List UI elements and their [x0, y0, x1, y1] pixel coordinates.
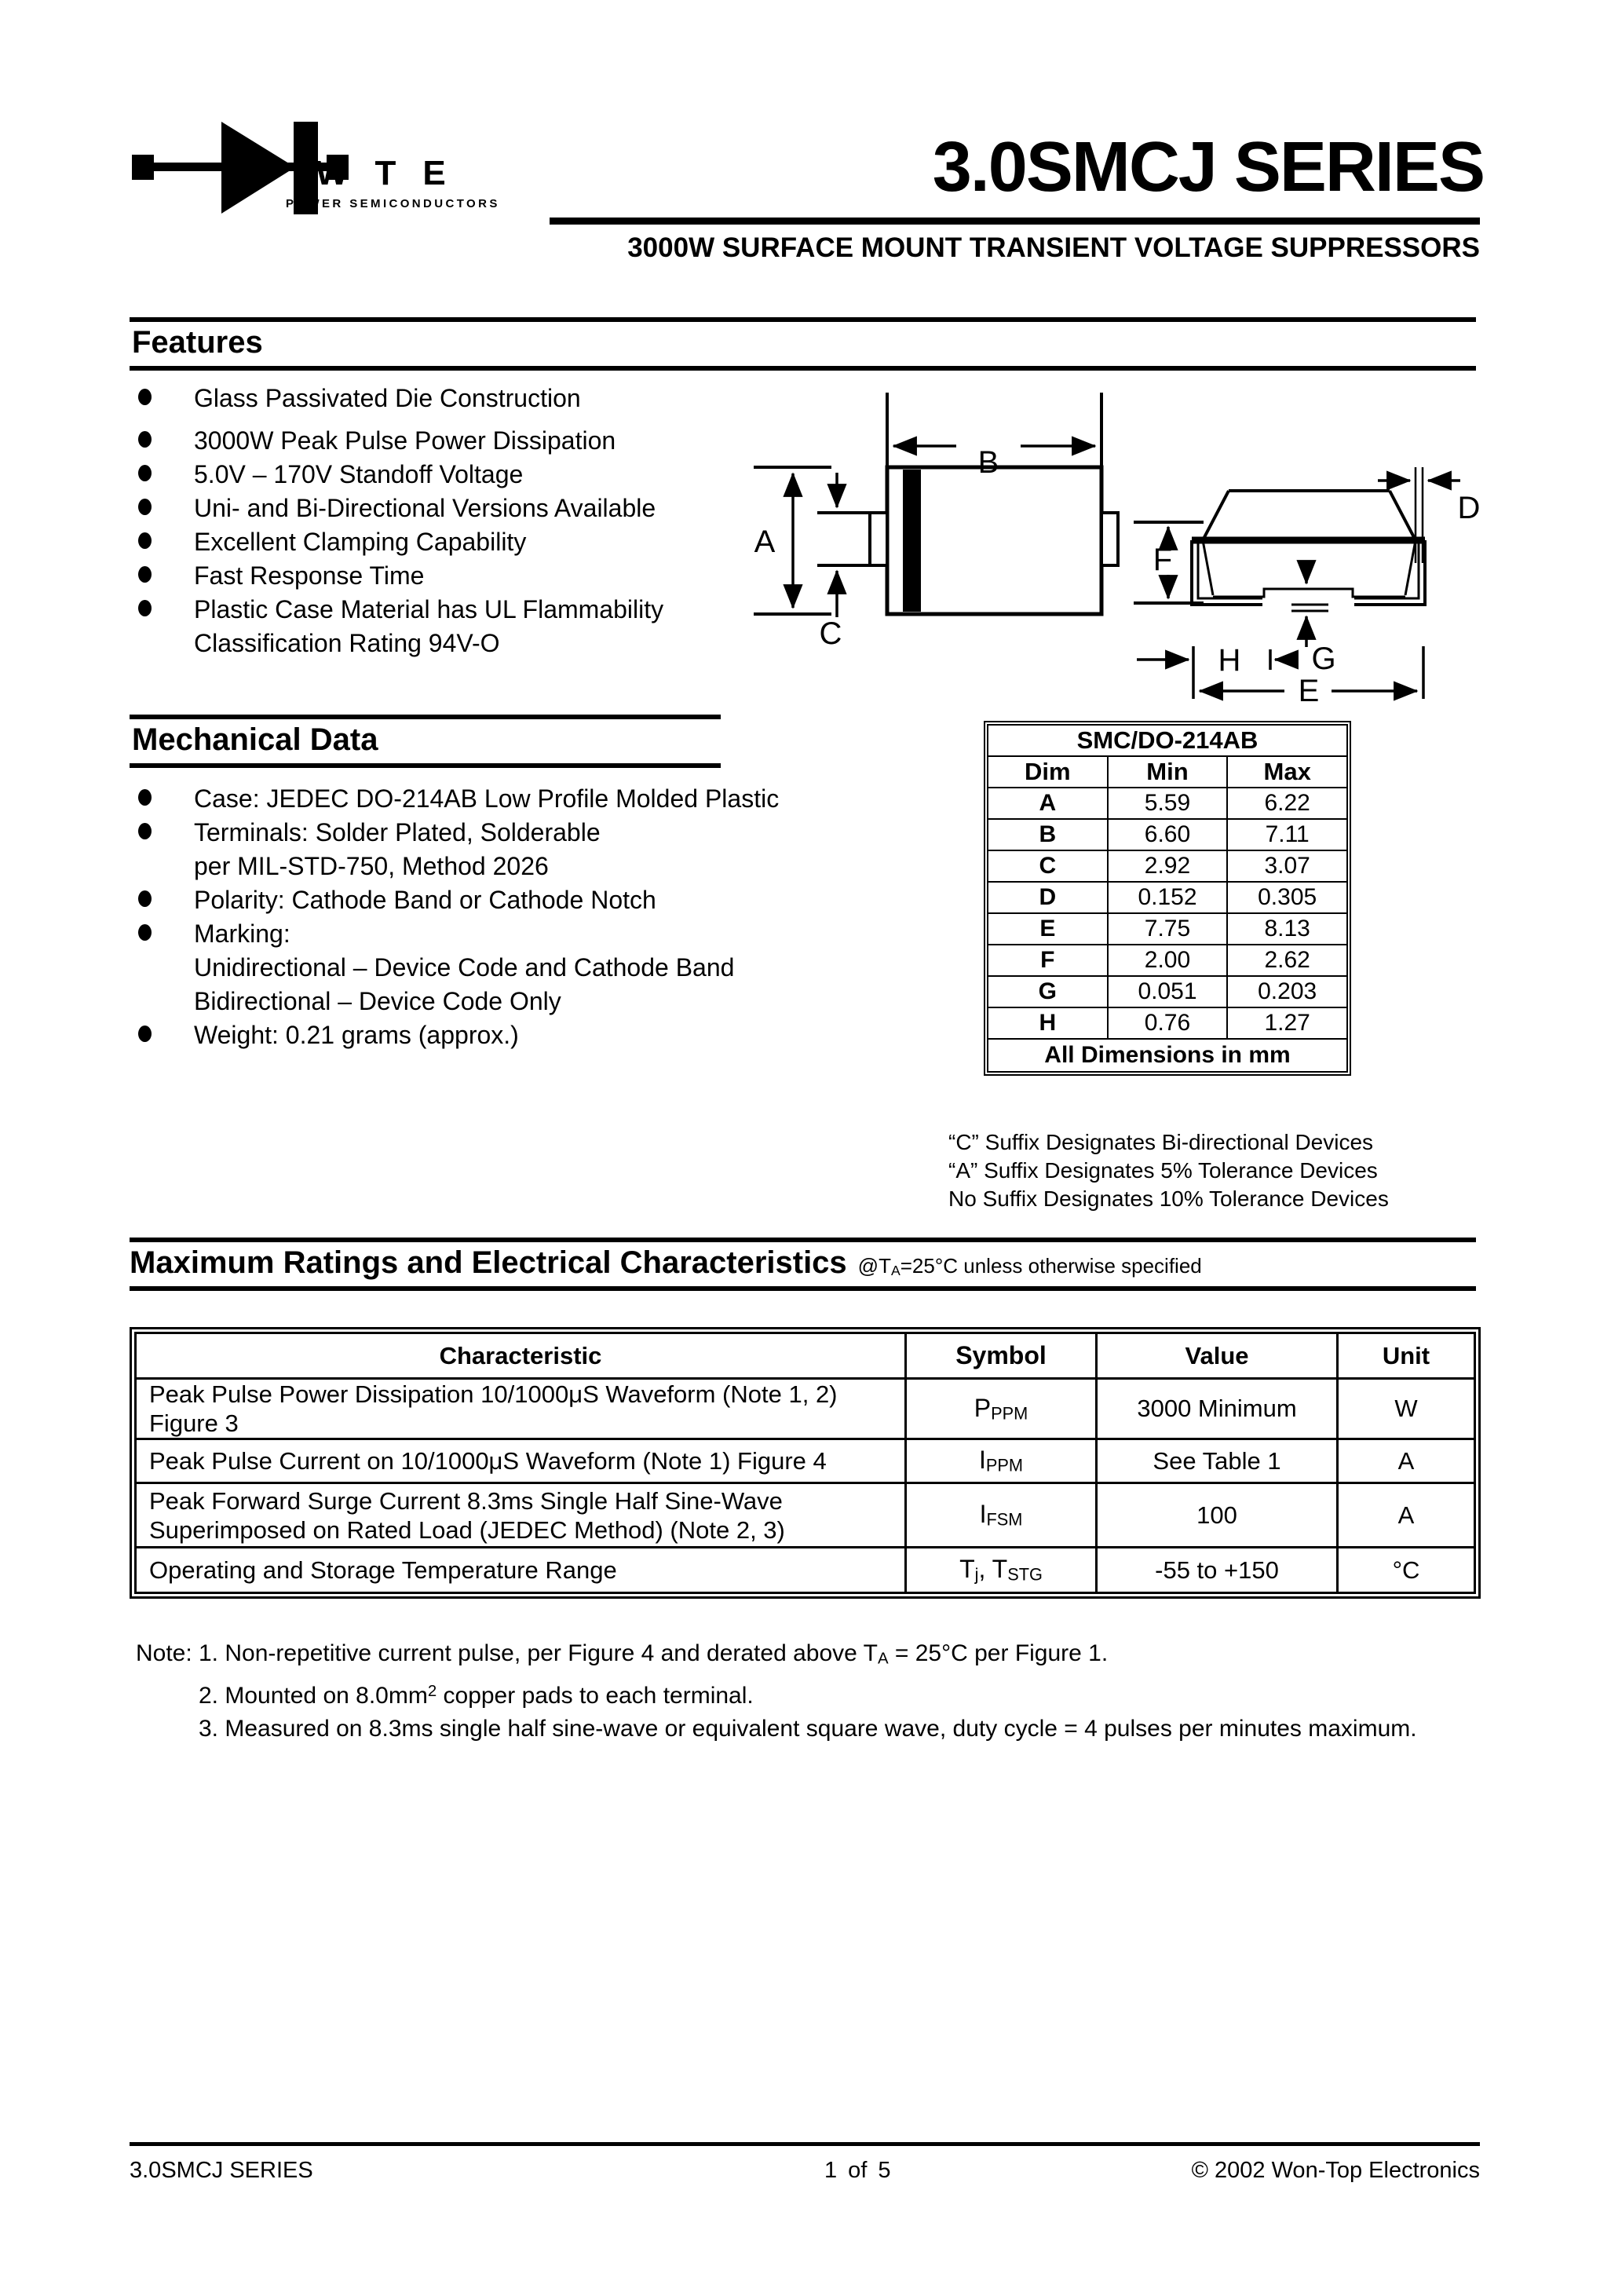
dimension-max: 0.305 — [1227, 882, 1347, 913]
dimension-min: 6.60 — [1108, 819, 1228, 850]
list-item — [130, 782, 779, 816]
text-segment: 2. Mounted on 8.0mm — [199, 1683, 428, 1709]
col-header-dim: Dim — [988, 756, 1108, 788]
list-item — [130, 627, 663, 660]
text-segment: PPM — [985, 1455, 1024, 1475]
list-item — [130, 458, 663, 492]
list-item — [130, 382, 663, 415]
list-item — [130, 917, 779, 951]
mechanical-heading: Mechanical Data — [132, 722, 378, 757]
text-segment: P — [974, 1393, 992, 1422]
dim-label-g: G — [1311, 642, 1336, 676]
cathode-band — [903, 470, 921, 612]
dimension-name: B — [988, 819, 1108, 850]
dimension-min: 2.92 — [1108, 850, 1228, 882]
list-item — [130, 816, 779, 850]
characteristic-line: Peak Pulse Current on 10/1000μS Waveform (Note 1) Figure 4 — [149, 1447, 827, 1475]
ratings-bottom-divider — [130, 1286, 1476, 1291]
note-line — [136, 1637, 1417, 1675]
bullet-icon — [138, 600, 152, 616]
dimension-max: 2.62 — [1227, 945, 1347, 976]
text-segment: PPM — [991, 1403, 1028, 1424]
features-heading: Features — [132, 325, 263, 360]
rating-row — [136, 1439, 1475, 1483]
dim-label-e: E — [1298, 674, 1320, 707]
dimension-max: 1.27 — [1227, 1007, 1347, 1039]
bullet-icon — [138, 431, 152, 448]
text-segment: =25°C unless otherwise specified — [900, 1254, 1202, 1278]
package-side-view — [1192, 491, 1425, 605]
suffix-note-line: “A” Suffix Designates 5% Tolerance Devices — [948, 1158, 1378, 1183]
mechanical-bottom-divider — [130, 763, 721, 768]
ratings-condition — [858, 1254, 1202, 1279]
dimension-row — [988, 882, 1347, 913]
footer-copyright: © 2002 Won-Top Electronics — [1191, 2158, 1480, 2183]
rating-unit: °C — [1338, 1548, 1475, 1593]
rating-characteristic — [136, 1483, 906, 1548]
rating-symbol — [906, 1548, 1097, 1593]
text-segment: @T — [857, 1254, 891, 1278]
dimension-name: F — [988, 945, 1108, 976]
dim-label-f: F — [1153, 543, 1173, 577]
features-list — [130, 382, 663, 660]
rating-characteristic — [136, 1439, 906, 1483]
ratings-table — [130, 1327, 1481, 1599]
rating-unit: W — [1338, 1379, 1475, 1439]
note-label: Note: — [136, 1640, 192, 1666]
rating-unit: A — [1338, 1483, 1475, 1548]
dimension-min: 0.051 — [1108, 976, 1228, 1007]
dimension-max: 6.22 — [1227, 788, 1347, 819]
list-item-text: Unidirectional – Device Code and Cathode Band — [194, 953, 735, 982]
footer-page-number: 1 of 5 — [824, 2158, 891, 2183]
dimension-max: 7.11 — [1227, 819, 1347, 850]
dimension-max: 8.13 — [1227, 913, 1347, 945]
list-item-text: Bidirectional – Device Code Only — [194, 987, 561, 1015]
list-item-text: 5.0V – 170V Standoff Voltage — [194, 460, 524, 488]
text-segment: I — [978, 1446, 986, 1475]
rating-value: 3000 Minimum — [1097, 1379, 1338, 1439]
list-item-text: Glass Passivated Die Construction — [194, 384, 581, 412]
bullet-icon — [138, 823, 152, 839]
dimension-row — [988, 976, 1347, 1007]
text-segment: 2 — [427, 1683, 437, 1701]
bullet-icon — [138, 389, 152, 405]
rating-characteristic — [136, 1548, 906, 1593]
features-bottom-divider — [130, 366, 1476, 371]
dimension-name: H — [988, 1007, 1108, 1039]
bullet-icon — [138, 1026, 152, 1042]
suffix-note-line: “C” Suffix Designates Bi-directional Devices — [948, 1130, 1374, 1154]
col-header-min: Min — [1108, 756, 1228, 788]
list-item-text: Excellent Clamping Capability — [194, 528, 527, 556]
characteristic-line: Operating and Storage Temperature Range — [149, 1556, 617, 1584]
list-item-text: per MIL-STD-750, Method 2026 — [194, 852, 549, 880]
footer-divider — [130, 2142, 1480, 2146]
dimensions-table-title: SMC/DO-214AB — [988, 725, 1347, 756]
dimension-min: 0.76 — [1108, 1007, 1228, 1039]
dimension-max: 0.203 — [1227, 976, 1347, 1007]
text-segment: A — [890, 1262, 901, 1278]
page-subtitle: 3000W SURFACE MOUNT TRANSIENT VOLTAGE SUPPRESSORS — [627, 232, 1480, 263]
ratings-heading-text: Maximum Ratings and Electrical Characteristics — [130, 1245, 847, 1280]
dimension-row — [988, 945, 1347, 976]
dimensions-table-footer: All Dimensions in mm — [988, 1039, 1347, 1072]
characteristic-line: Superimposed on Rated Load (JEDEC Method) (Note 2, 3) — [149, 1515, 785, 1544]
dim-label-c: C — [819, 616, 842, 651]
suffix-notes — [948, 1128, 1389, 1213]
characteristic-line: Peak Forward Surge Current 8.3ms Single Half Sine-Wave — [149, 1486, 783, 1515]
bullet-icon — [138, 499, 152, 515]
dimensions-table — [984, 721, 1351, 1076]
list-item-text: Weight: 0.21 grams (approx.) — [194, 1021, 519, 1049]
rating-symbol — [906, 1379, 1097, 1439]
list-item-text: Classification Rating 94V-O — [194, 629, 500, 657]
dim-label-h: H — [1218, 643, 1241, 678]
text-segment: copper pads to each terminal. — [437, 1683, 754, 1709]
dimension-max: 3.07 — [1227, 850, 1347, 882]
bullet-icon — [138, 789, 152, 806]
dimension-row — [988, 1007, 1347, 1039]
rating-value: See Table 1 — [1097, 1439, 1338, 1483]
text-segment: A — [877, 1650, 889, 1668]
ratings-top-divider — [130, 1238, 1476, 1242]
text-segment: 3. Measured on 8.3ms single half sine-wave or equivalent square wave, duty cycle = 4 pulses per minutes maximum. — [199, 1716, 1417, 1742]
rating-row — [136, 1379, 1475, 1439]
rating-value: 100 — [1097, 1483, 1338, 1548]
bullet-icon — [138, 566, 152, 583]
col-header-max: Max — [1227, 756, 1347, 788]
text-segment: = 25°C per Figure 1. — [888, 1640, 1109, 1666]
rating-symbol — [906, 1439, 1097, 1483]
note-line — [136, 1713, 1417, 1746]
features-top-divider — [130, 317, 1476, 322]
dimension-name: D — [988, 882, 1108, 913]
dimension-name: C — [988, 850, 1108, 882]
list-item-text: Marking: — [194, 919, 290, 948]
dimension-name: E — [988, 913, 1108, 945]
mechanical-top-divider — [130, 715, 721, 719]
text-segment: I — [979, 1500, 987, 1529]
list-item — [130, 525, 663, 559]
bullet-icon — [138, 532, 152, 549]
list-item-text: Polarity: Cathode Band or Cathode Notch — [194, 886, 656, 914]
dimension-row — [988, 788, 1347, 819]
dimension-row — [988, 819, 1347, 850]
rating-symbol — [906, 1483, 1097, 1548]
dimension-min: 7.75 — [1108, 913, 1228, 945]
dimension-name: A — [988, 788, 1108, 819]
text-segment: j — [974, 1564, 979, 1585]
dimension-min: 2.00 — [1108, 945, 1228, 976]
text-segment: , T — [978, 1555, 1008, 1584]
list-item-text: 3000W Peak Pulse Power Dissipation — [194, 426, 616, 455]
rating-value: -55 to +150 — [1097, 1548, 1338, 1593]
col-header-unit: Unit — [1338, 1333, 1475, 1379]
notes-block — [136, 1637, 1417, 1746]
rating-unit: A — [1338, 1439, 1475, 1483]
note-line — [136, 1675, 1417, 1713]
mechanical-list — [130, 782, 779, 1052]
brand-name: WTE — [316, 154, 473, 192]
dimensions-table-header-row — [988, 756, 1347, 788]
list-item — [130, 593, 663, 627]
left-terminal-tab — [870, 513, 887, 565]
right-terminal-tab — [1101, 513, 1118, 565]
ratings-heading — [130, 1245, 1202, 1281]
title-divider — [550, 218, 1480, 225]
footer-series: 3.0SMCJ SERIES — [130, 2158, 313, 2183]
package-dimensions-diagram — [730, 377, 1492, 707]
list-item-text: Uni- and Bi-Directional Versions Available — [194, 494, 656, 522]
dimension-row — [988, 850, 1347, 882]
text-segment: T — [959, 1555, 975, 1584]
brand-tagline: POWER SEMICONDUCTORS — [286, 197, 500, 210]
list-item — [130, 985, 779, 1018]
dimension-min: 0.152 — [1108, 882, 1228, 913]
list-item-text: Fast Response Time — [194, 561, 425, 590]
rating-row — [136, 1483, 1475, 1548]
col-header-symbol: Symbol — [906, 1333, 1097, 1379]
list-item-text: Case: JEDEC DO-214AB Low Profile Molded Plastic — [194, 784, 780, 813]
text-segment: STG — [1007, 1564, 1043, 1585]
suffix-note-line: No Suffix Designates 10% Tolerance Devices — [948, 1186, 1389, 1211]
ratings-header-row — [136, 1333, 1475, 1379]
col-header-value: Value — [1097, 1333, 1338, 1379]
list-item — [130, 492, 663, 525]
list-item-text: Plastic Case Material has UL Flammability — [194, 595, 664, 623]
col-header-characteristic: Characteristic — [136, 1333, 906, 1379]
list-item — [130, 850, 779, 883]
bullet-icon — [138, 890, 152, 907]
list-item — [130, 883, 779, 917]
dimension-min: 5.59 — [1108, 788, 1228, 819]
rating-row — [136, 1548, 1475, 1593]
dimension-name: G — [988, 976, 1108, 1007]
list-item-text: Terminals: Solder Plated, Solderable — [194, 818, 601, 846]
list-item — [130, 951, 779, 985]
list-item — [130, 559, 663, 593]
dim-label-a: A — [754, 525, 776, 559]
text-segment: FSM — [986, 1509, 1023, 1530]
dim-label-d: D — [1457, 491, 1481, 525]
list-item — [130, 1018, 779, 1052]
bullet-icon — [138, 924, 152, 941]
bullet-icon — [138, 465, 152, 481]
rating-characteristic — [136, 1379, 906, 1439]
list-item — [130, 424, 663, 458]
text-segment: 1. Non-repetitive current pulse, per Figure 4 and derated above T — [199, 1640, 878, 1666]
page-title: 3.0SMCJ SERIES — [932, 128, 1484, 207]
dimension-row — [988, 913, 1347, 945]
dim-label-b: B — [977, 445, 999, 480]
characteristic-line: Peak Pulse Power Dissipation 10/1000μS Waveform (Note 1, 2) Figure 3 — [149, 1380, 838, 1437]
